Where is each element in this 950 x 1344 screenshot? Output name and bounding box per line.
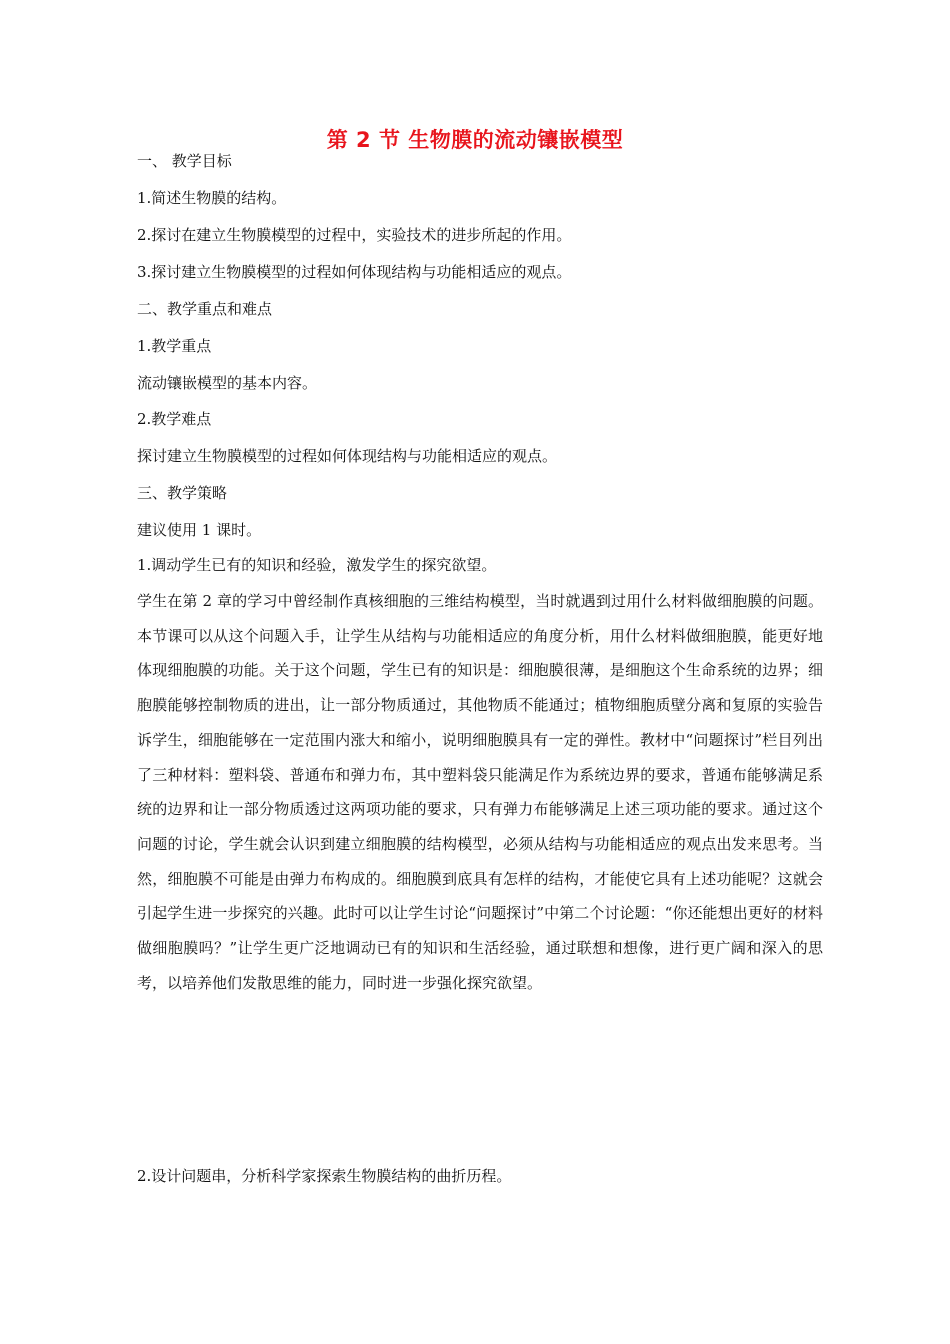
- objective-item-2: 2.探讨在建立生物膜模型的过程中，实验技术的进步所起的作用。: [137, 226, 572, 244]
- section-heading-strategy: 三、教学策略: [137, 484, 228, 502]
- strategy-duration: 建议使用 1 课时。: [137, 521, 262, 539]
- strategy-paragraph: 学生在第 2 章的学习中曾经制作真核细胞的三维结构模型，当时就遇到过用什么材料做细胞膜的问题。本节课可以从这个问题入手，让学生从结构与功能相适应的角度分析，用什么材料做细胞膜，能更好地体现细胞膜的功能。关于这个问题，学生已有的知识是：细胞膜很薄，是细胞这个生命系统的边界；细胞膜能够控制物质的进出，让一部分物质通过，其他物质不能通过；植物细胞质壁分离和复原的实验告诉学生，细胞能够在一定范围内涨大和缩小，说明细胞膜具有一定的弹性。教材中“问题探讨”栏目列出了三种材料：塑料袋、普通布和弹力布，其中塑料袋只能满足作为系统边界的要求，普通布能够满足系统的边界和让一部分物质透过这两项功能的要求，只有弹力布能够满足上述三项功能的要求。通过这个问题的讨论，学生就会认识到建立细胞膜的结构模型，必须从结构与功能相适应的观点出发来思考。当然，细胞膜不可能是由弹力布构成的。细胞膜到底具有怎样的结构，才能使它具有上述功能呢？这就会引起学生进一步探究的兴趣。此时可以让学生讨论“问题探讨”中第二个讨论题：“你还能想出更好的材料做细胞膜吗？”让学生更广泛地调动已有的知识和生活经验，通过联想和想像，进行更广阔和深入的思考，以培养他们发散思维的能力，同时进一步强化探究欲望。: [137, 592, 823, 992]
- objective-item-1: 1.简述生物膜的结构。: [137, 189, 287, 207]
- key-point-text: 流动镶嵌模型的基本内容。: [137, 374, 318, 392]
- strategy-item-1: 1.调动学生已有的知识和经验，激发学生的探究欲望。: [137, 556, 497, 574]
- objective-item-3: 3.探讨建立生物膜模型的过程如何体现结构与功能相适应的观点。: [137, 263, 572, 281]
- document-title: 第 2 节 生物膜的流动镶嵌模型: [326, 128, 624, 152]
- difficulty-text: 探讨建立生物膜模型的过程如何体现结构与功能相适应的观点。: [137, 447, 558, 465]
- section-heading-objectives: 一、 教学目标: [137, 152, 232, 170]
- subheading-key-point: 1.教学重点: [137, 337, 212, 355]
- section-heading-key-points: 二、教学重点和难点: [137, 300, 273, 318]
- strategy-item-2: 2.设计问题串，分析科学家探索生物膜结构的曲折历程。: [137, 1167, 512, 1185]
- subheading-difficulty: 2.教学难点: [137, 410, 212, 428]
